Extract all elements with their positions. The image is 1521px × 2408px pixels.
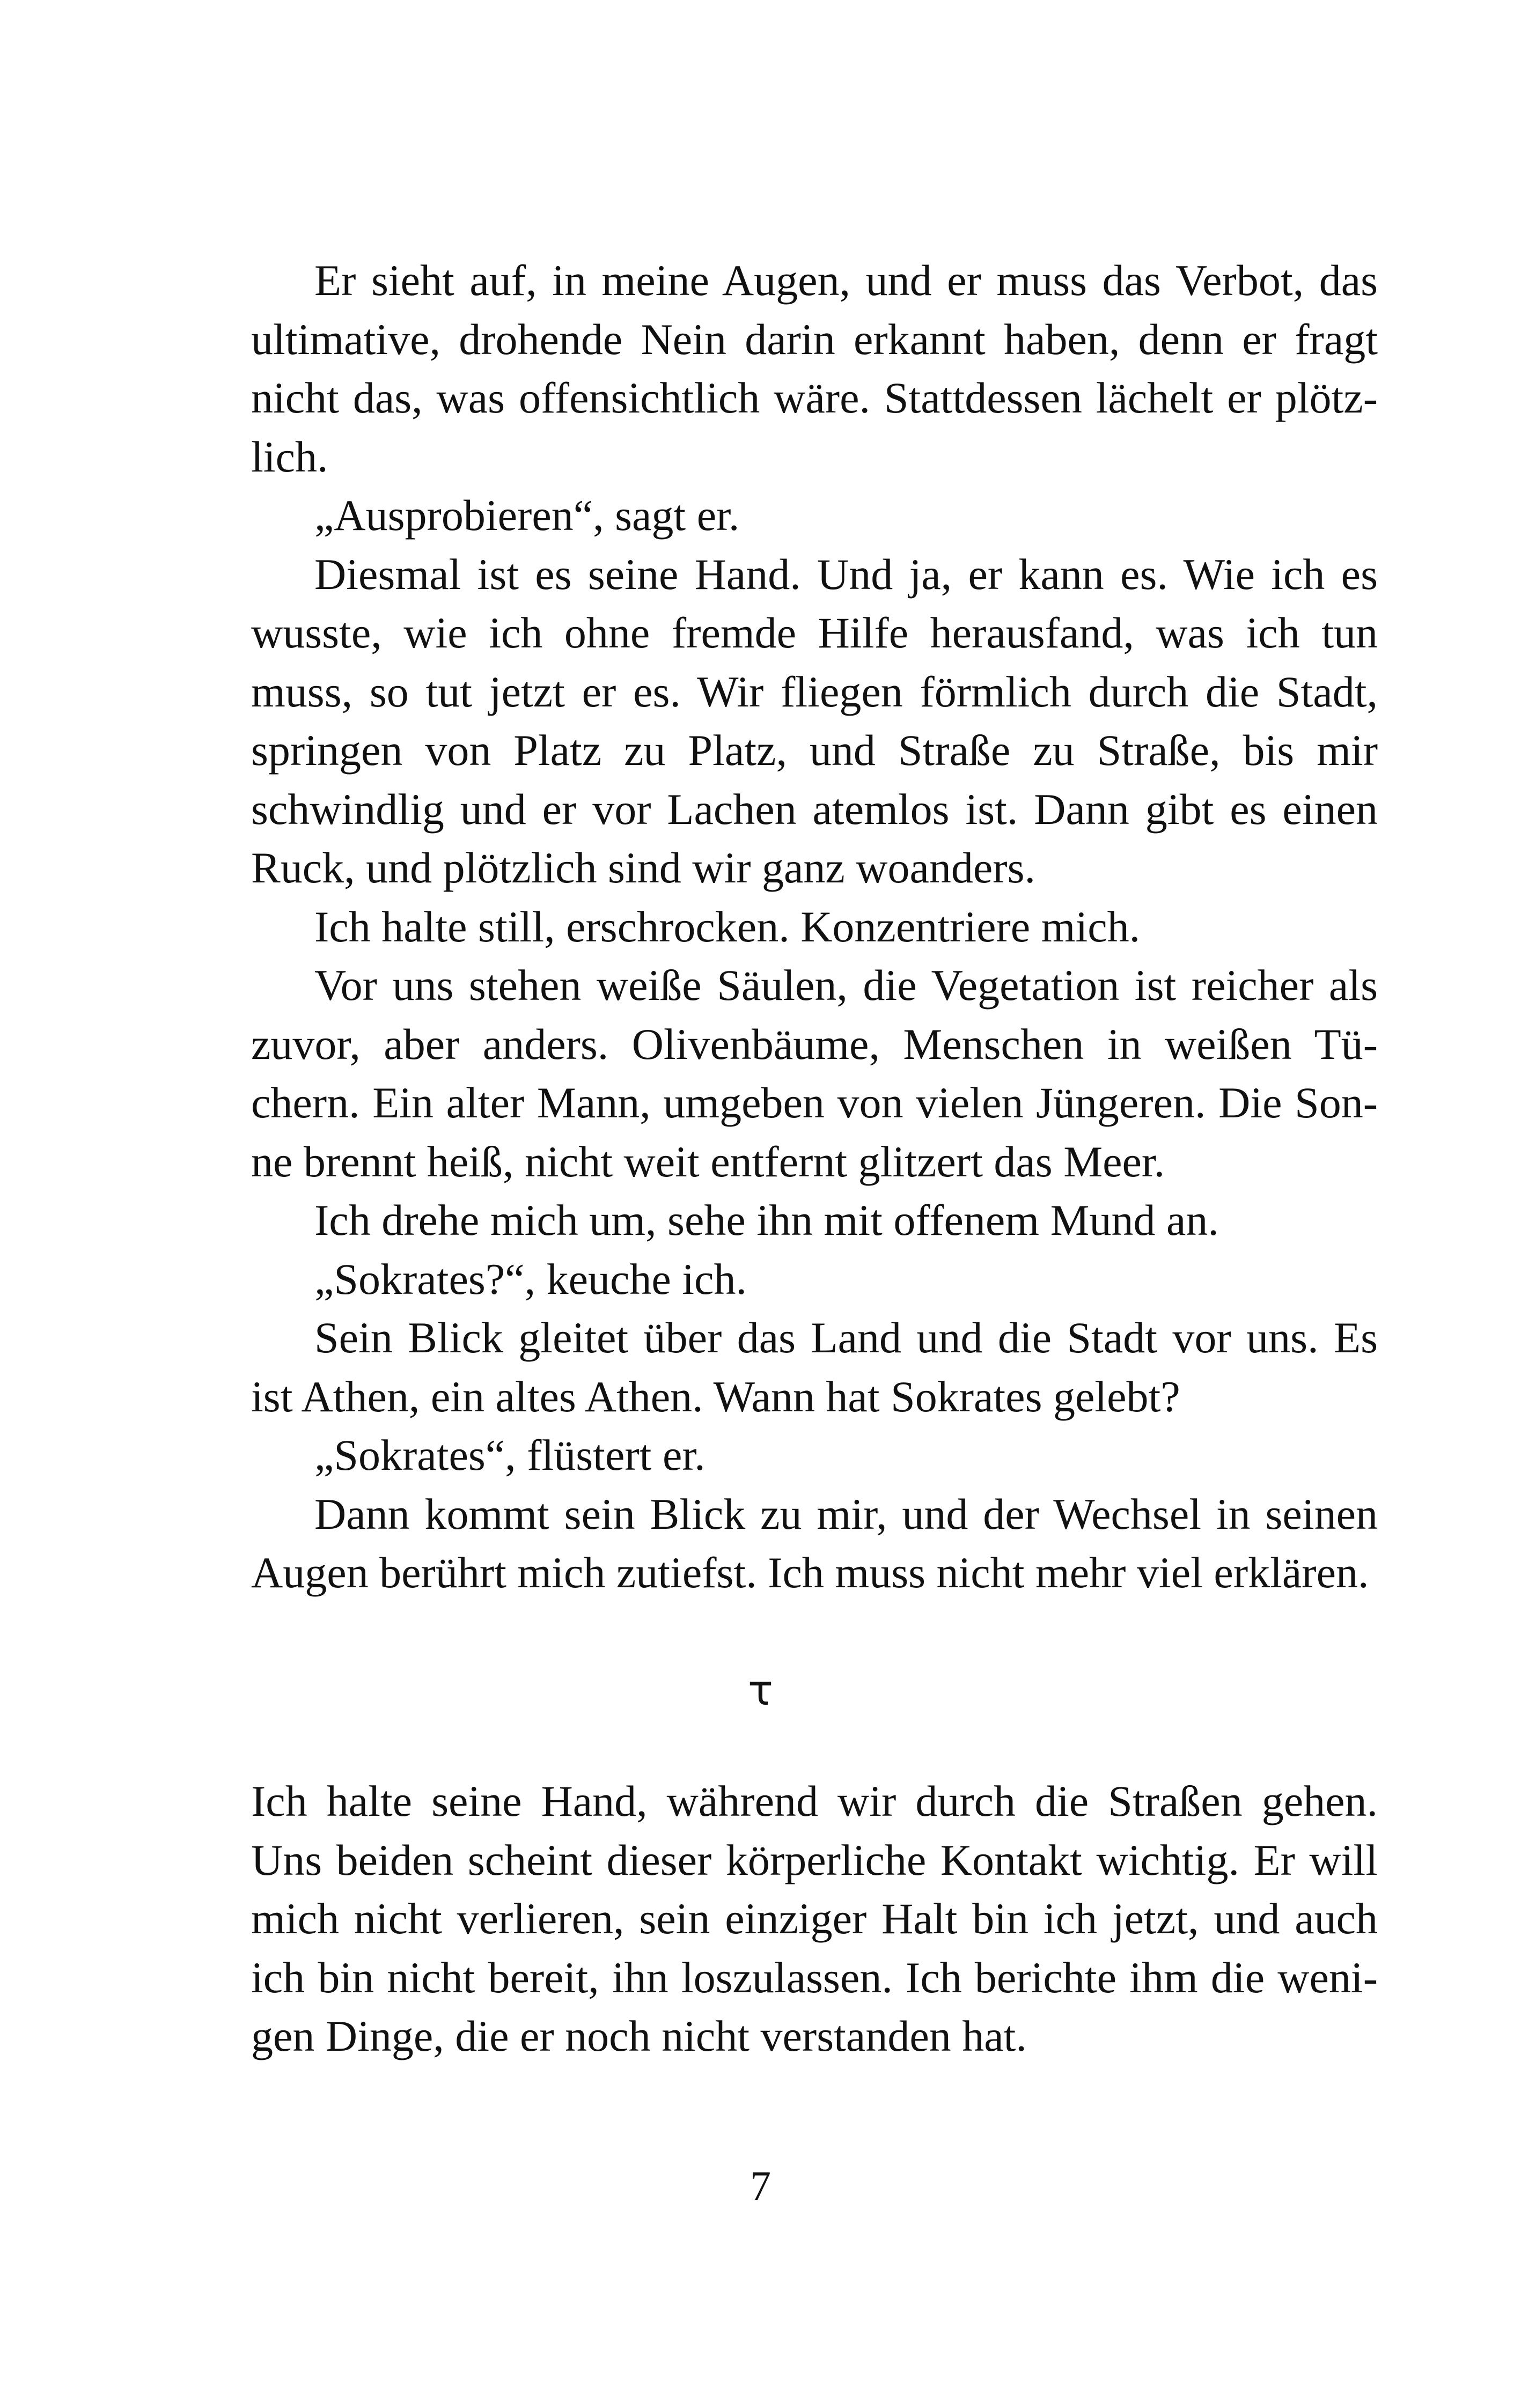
- section-divider: τ: [748, 1667, 773, 1715]
- page-number: 7: [750, 2162, 771, 2209]
- paragraph: Ich drehe mich um, sehe ihn mit offenem Mund an.: [314, 1196, 1219, 1244]
- section-1-text: [251, 251, 1378, 1602]
- paragraph: Sein Blick gleitet über das Land und die Stadt vor uns. Es ist Athen, ein altes Athen. Wann hat Sokrates gelebt?: [251, 1313, 1378, 1421]
- paragraph: Diesmal ist es seine Hand. Und ja, er kann es. Wie ich es wusste, wie ich ohne fremde Hilfe herausfand, was ich tun muss, so tut jetzt er es. Wir fliegen förmlich durch die Stadt, springen von Platz zu Platz, und Straße zu Straße, bis mir schwindlig und er vor Lachen atemlos ist. Dann gibt es einen Ruck, und plötzlich sind wir ganz woanders.: [251, 549, 1378, 892]
- paragraph: „Ausprobieren“, sagt er.: [314, 491, 740, 540]
- paragraph: Ich halte still, erschrocken. Konzentriere mich.: [314, 902, 1141, 951]
- paragraph: Vor uns stehen weiße Säulen, die Vegetation ist reicher als zuvor, aber anders. Olivenbäume, Menschen in weißen Tüchern. Ein alter Mann, umgeben von vielen Jüngeren. Die Sonne brennt heiß, nicht weit entfernt glitzert das Meer.: [251, 961, 1378, 1186]
- paragraph: „Sokrates?“, keuche ich.: [314, 1254, 747, 1304]
- paragraph: Ich halte seine Hand, während wir durch die Straßen gehen. Uns beiden scheint dieser körperliche Kontakt wichtig. Er will mich nicht verlieren, sein einziger Halt bin ich jetzt, und auch ich bin nicht bereit, ihn loszulassen. Ich berichte ihm die wenigen Dinge, die er noch nicht verstanden hat.: [251, 1777, 1378, 2060]
- section-2-text: [251, 1772, 1378, 2066]
- paragraph: Dann kommt sein Blick zu mir, und der Wechsel in seinen Augen berührt mich zutiefst. Ich muss nicht mehr viel erklären.: [251, 1489, 1378, 1597]
- paragraph: Er sieht auf, in meine Augen, und er muss das Verbot, das ultimative, drohende Nein darin erkannt haben, denn er fragt nicht das, was offensichtlich wäre. Stattdessen lächelt er plötzlich.: [251, 256, 1378, 481]
- paragraph: „Sokrates“, flüstert er.: [314, 1431, 706, 1479]
